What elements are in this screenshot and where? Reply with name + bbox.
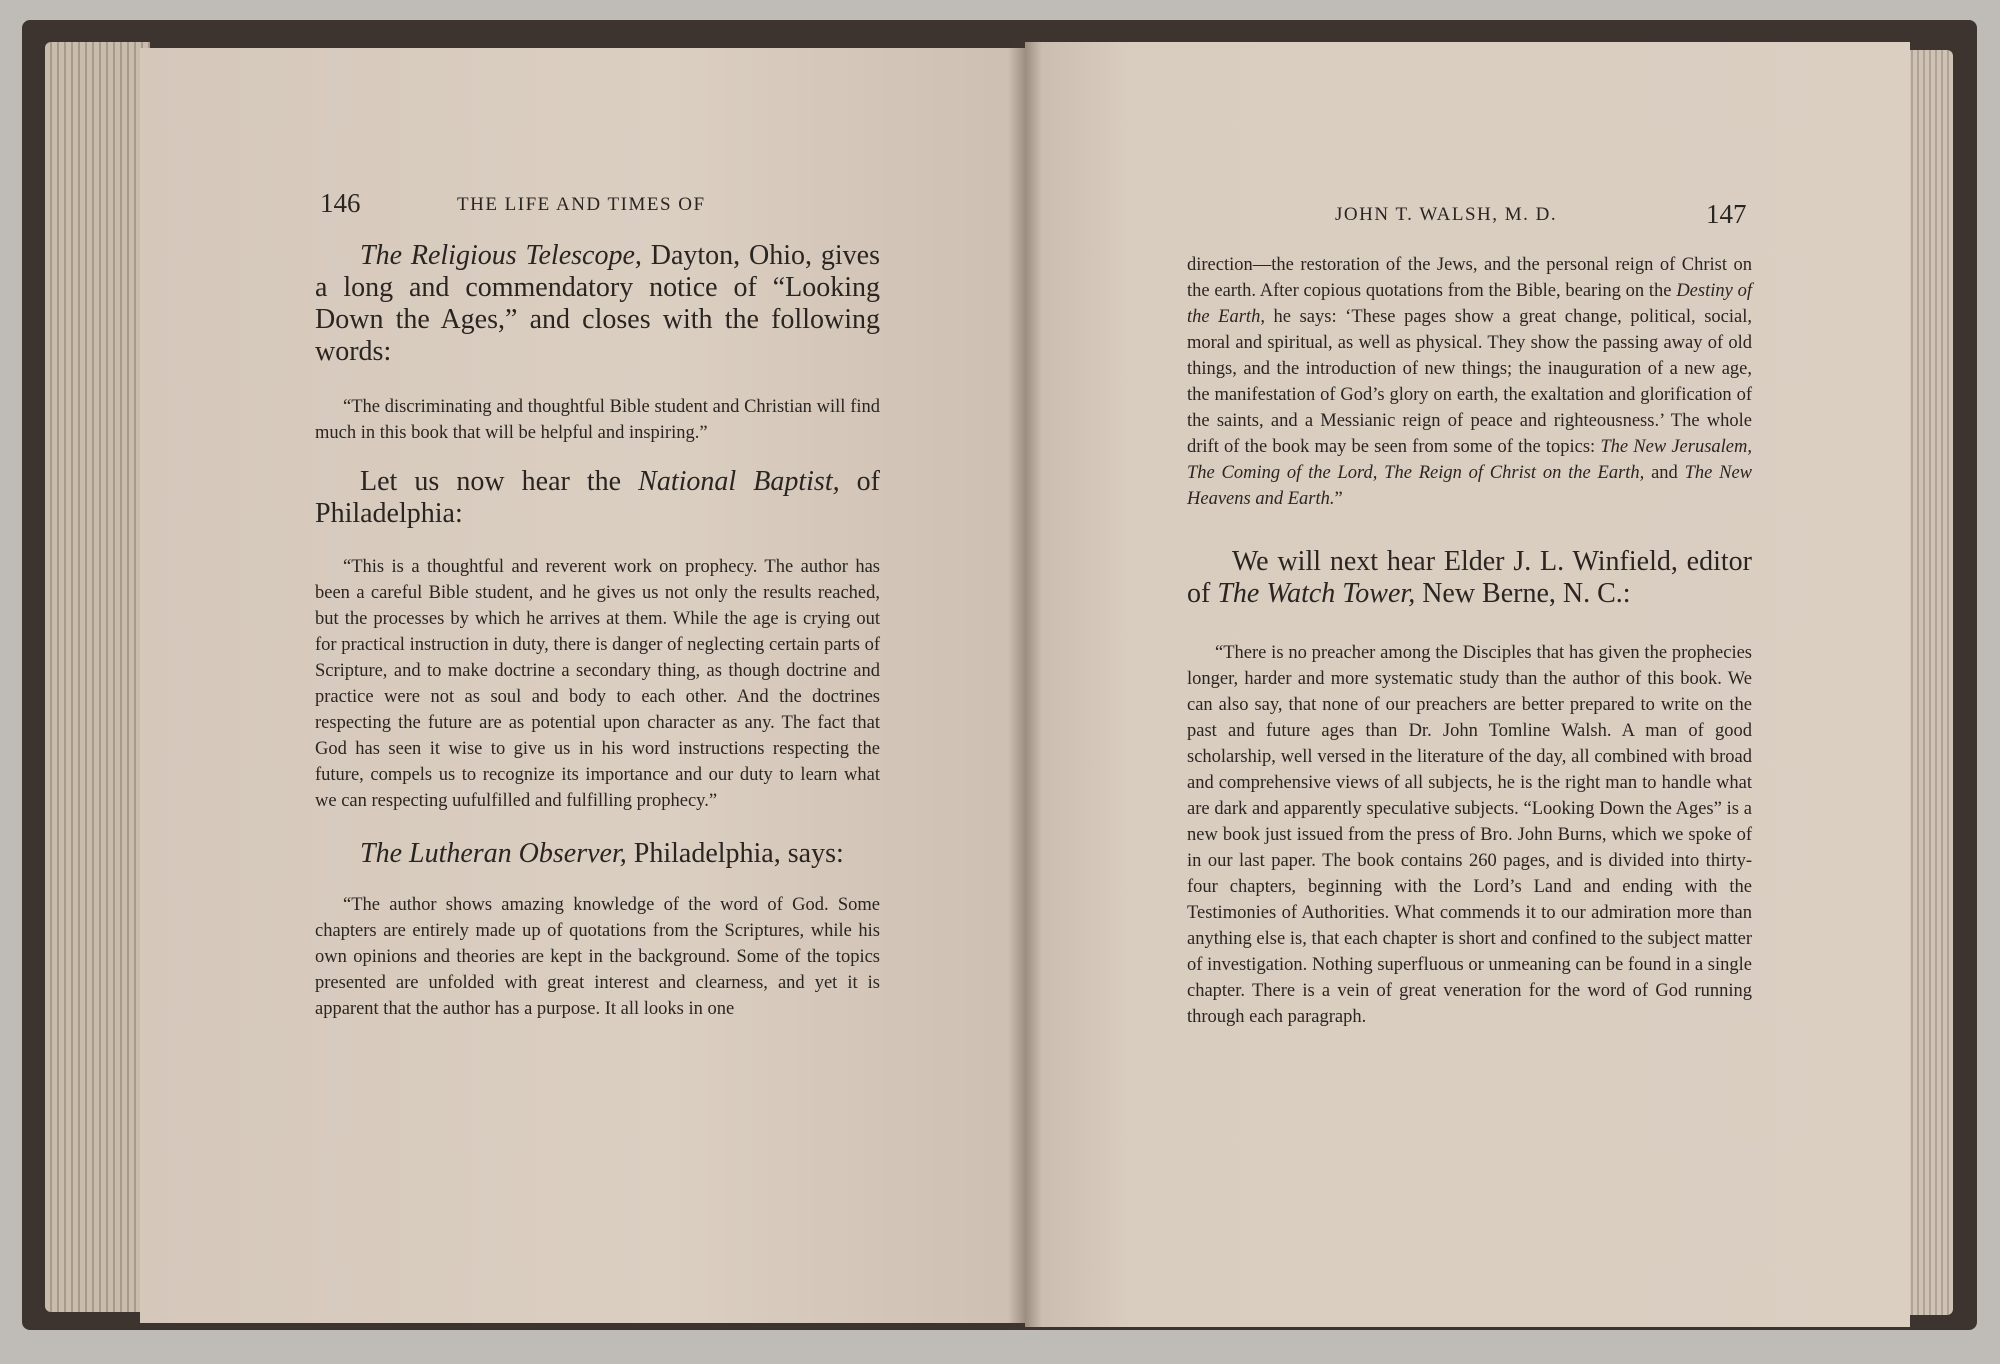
- quote-national-baptist: “This is a thoughtful and reverent work on prophecy. The author has been a careful Bible student, and he gives us not only the results reached, but the processes by which he arrives at them. While the age is crying out for practical instruction in duty, there is danger of neglecting certain parts of Scripture, and to make doctrine a secondary thing, as though doctrine and practice were not as soul and body to each other. And the doctrines respecting the future are as potential upon character as any. The fact that God has seen it wise to give us in his word instructions respecting the future, compels us to recognize its importance and our duty to learn what we can respecting uufulfilled and fulfilling prophecy.”: [315, 557, 880, 811]
- quote-watch-tower: “There is no preacher among the Disciples that has given the prophecies longer, harder and more systematic study than the author of this book. We can also say, that none of our preachers are better prepared to write on the past and future ages than Dr. John Tomline Walsh. A man of good scholarship, well versed in the literature of the day, all combined with broad and comprehensive views of all subjects, he is the right man to handle what are dark and apparently speculative subjects. “Looking Down the Ages” is a new book just issued from the press of Bro. John Burns, which we spoke of in our last paper. The book contains 260 pages, and is divided into thirty-four chapters, beginning with the Lord’s Land and ending with the Testimonies of Authorities. What commends it to our admiration more than anything else is, that each chapter is short and confined to the subject matter of investigation. Nothing superfluous or unmeaning can be found in a single chapter. There is a vein of great veneration for the word of God running through each paragraph.: [1187, 643, 1752, 1027]
- left-page-edges: [45, 42, 150, 1312]
- title-watch-tower: The Watch Tower,: [1217, 578, 1416, 609]
- paragraph-watch-tower: [1187, 546, 1752, 610]
- left-running-head: THE LIFE AND TIMES OF: [457, 194, 706, 215]
- right-page: [1025, 42, 1910, 1327]
- paragraph-lutheran-observer: [315, 838, 880, 870]
- left-page: [140, 48, 1025, 1323]
- title-national-baptist: National Baptist,: [638, 466, 840, 497]
- paragraph-religious-telescope: [315, 240, 880, 368]
- paragraph-text: Let us now hear the: [360, 466, 639, 497]
- quote-text: direction—the restoration of the Jews, and the personal reign of Christ on the earth. After copious quotations from the Bible, bearing on the: [1187, 255, 1752, 301]
- quote-text: ”: [1334, 489, 1343, 509]
- topic-list: The New Jerusalem, The Coming of the Lord, The Reign of Christ on the Earth,: [1187, 437, 1752, 483]
- left-page-number: 146: [320, 188, 361, 218]
- left-text-column: [315, 240, 880, 1022]
- paragraph-text: Dayton, Ohio, gives a long and commendatory notice of “Looking Down the Ages,” and closes with the following words:: [315, 240, 881, 367]
- title-destiny-of-the-earth: Destiny of the Earth,: [1187, 281, 1752, 327]
- title-religious-telescope: The Religious Telescope,: [360, 240, 642, 271]
- topic-new-heavens: The New Heavens and Earth.: [1187, 463, 1753, 509]
- paragraph-text: We will next hear Elder J. L. Winfield, editor of: [1187, 546, 1752, 609]
- quote-text: he says: ‘These pages show a great change, political, social, moral and spiritual, as well as physical. They show the passing away of old things, and the introduction of new things; the inauguration of a new age, the manifestation of God’s glory on earth, the exaltation and glorification of the saints, and a Messianic reign of peace and righteousness.’ The whole drift of the book may be seen from some of the topics:: [1187, 307, 1752, 457]
- quote-text: and: [1644, 463, 1685, 483]
- quote-lutheran-observer: “The author shows amazing knowledge of the word of God. Some chapters are entirely made up of quotations from the Scriptures, while his own opinions and theories are kept in the background. Some of the topics presented are unfolded with great interest and clearness, and yet it is apparent that the author has a purpose. It all looks in one: [315, 895, 880, 1019]
- title-lutheran-observer: The Lutheran Observer,: [360, 838, 627, 869]
- quote-continued: [1187, 252, 1752, 512]
- right-running-head: JOHN T. WALSH, M. D.: [1335, 204, 1558, 225]
- right-page-number: 147: [1706, 199, 1747, 229]
- right-text-column: [1187, 252, 1752, 1030]
- right-page-edges: [1905, 50, 1953, 1315]
- paragraph-text: Philadelphia, says:: [626, 838, 844, 869]
- paragraph-text: New Berne, N. C.:: [1415, 578, 1631, 609]
- paragraph-text: of Philadelphia:: [315, 466, 880, 529]
- quote-religious-telescope: “The discriminating and thoughtful Bible student and Christian will find much in this book that will be helpful and inspiring.”: [315, 397, 880, 443]
- paragraph-national-baptist: [315, 466, 880, 530]
- book-gutter: [1008, 40, 1042, 1330]
